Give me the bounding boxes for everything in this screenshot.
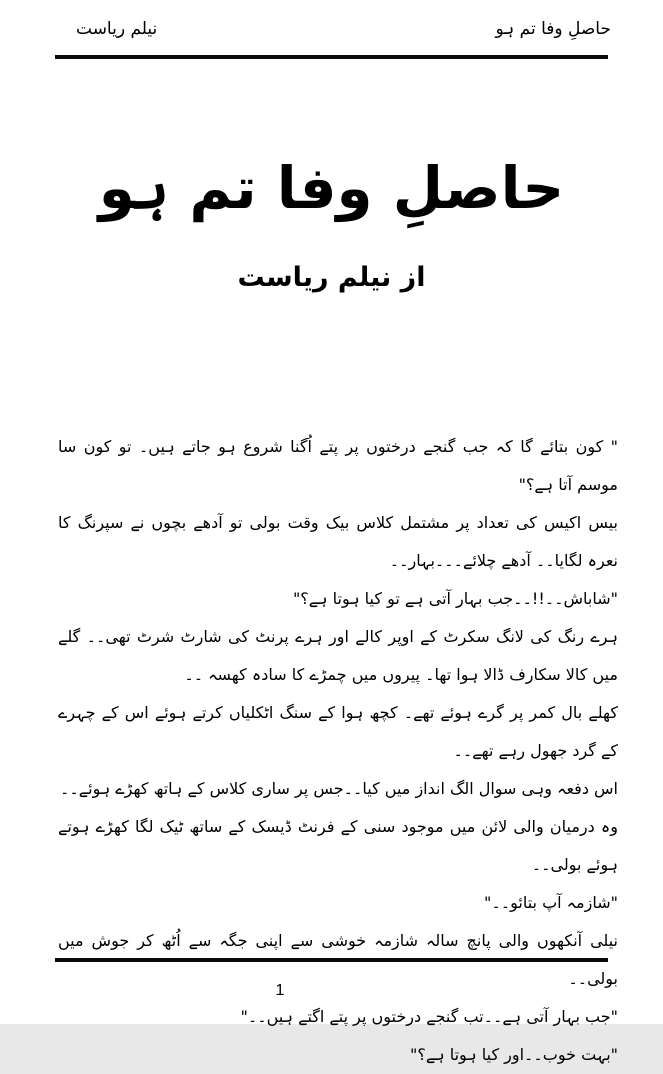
running-header: [58, 12, 615, 46]
header-divider-rule: [55, 55, 608, 59]
paragraph: "بہت خوب۔۔اور کیا ہوتا ہے؟": [410, 1045, 618, 1064]
header-book-title: حاصلِ وفا تم ہو: [495, 19, 611, 39]
paragraph: " کون بتائے گا کہ جب گنجے درختوں پر پتے اُگنا شروع ہو جاتے ہیں۔ تو کون سا موسم آتا ہے؟": [58, 437, 618, 494]
paragraph: "شازمہ آپ بتائو۔۔": [484, 893, 618, 912]
paragraph: "جب بہار آتی ہے۔۔تب گنجے درختوں پر پتے اگتے ہیں۔۔": [240, 1007, 618, 1026]
paragraph: نیلی آنکھوں والی پانچ سالہ شازمہ خوشی سے اپنی جگہ سے اُٹھ کر جوش میں بولی۔۔: [58, 931, 618, 988]
author-byline: از نیلم ریاست: [237, 262, 426, 293]
paragraph: وہ درمیان والی لائن میں موجود سنی کے فرنٹ ڈیسک کے ساتھ ٹیک لگا کھڑے ہوتے ہوئے بولی۔۔: [58, 817, 618, 874]
paragraph: اس دفعہ وہی سوال الگ انداز میں کیا۔۔جس پر ساری کلاس کے ہاتھ کھڑے ہوئے۔۔: [60, 779, 618, 798]
paragraph: "شاباش۔۔!!۔۔جب بہار آتی ہے تو کیا ہوتا ہے؟": [292, 589, 618, 608]
footer-divider-rule: [55, 958, 608, 962]
title-block: [0, 128, 663, 302]
header-author-name: نیلم ریاست: [76, 19, 158, 39]
page-number: 1: [275, 982, 285, 999]
paragraph: بیس اکیس کی تعداد پر مشتمل کلاس بیک وقت بولی تو آدھے بچوں نے سپرنگ کا نعرہ لگایا۔۔ آدھے چلائے۔۔۔بہار۔۔: [58, 513, 618, 570]
book-title: حاصلِ وفا تم ہو: [98, 154, 565, 222]
paragraph: کھلے بال کمر پر گرے ہوئے تھے۔ کچھ ہوا کے سنگ اٹکلیاں کرتے ہوئے اس کے چہرے کے گرد جھول رہے تھے۔۔: [58, 703, 618, 760]
story-text: [58, 428, 618, 1074]
paragraph: ہرے رنگ کی لانگ سکرٹ کے اوپر کالے اور ہرے پرنٹ کی شارٹ شرٹ تھی۔۔ گلے میں کالا سکارف ڈالا ہوا تھا۔ پیروں میں چمڑے کا سادہ کھسہ ۔۔: [58, 627, 618, 684]
